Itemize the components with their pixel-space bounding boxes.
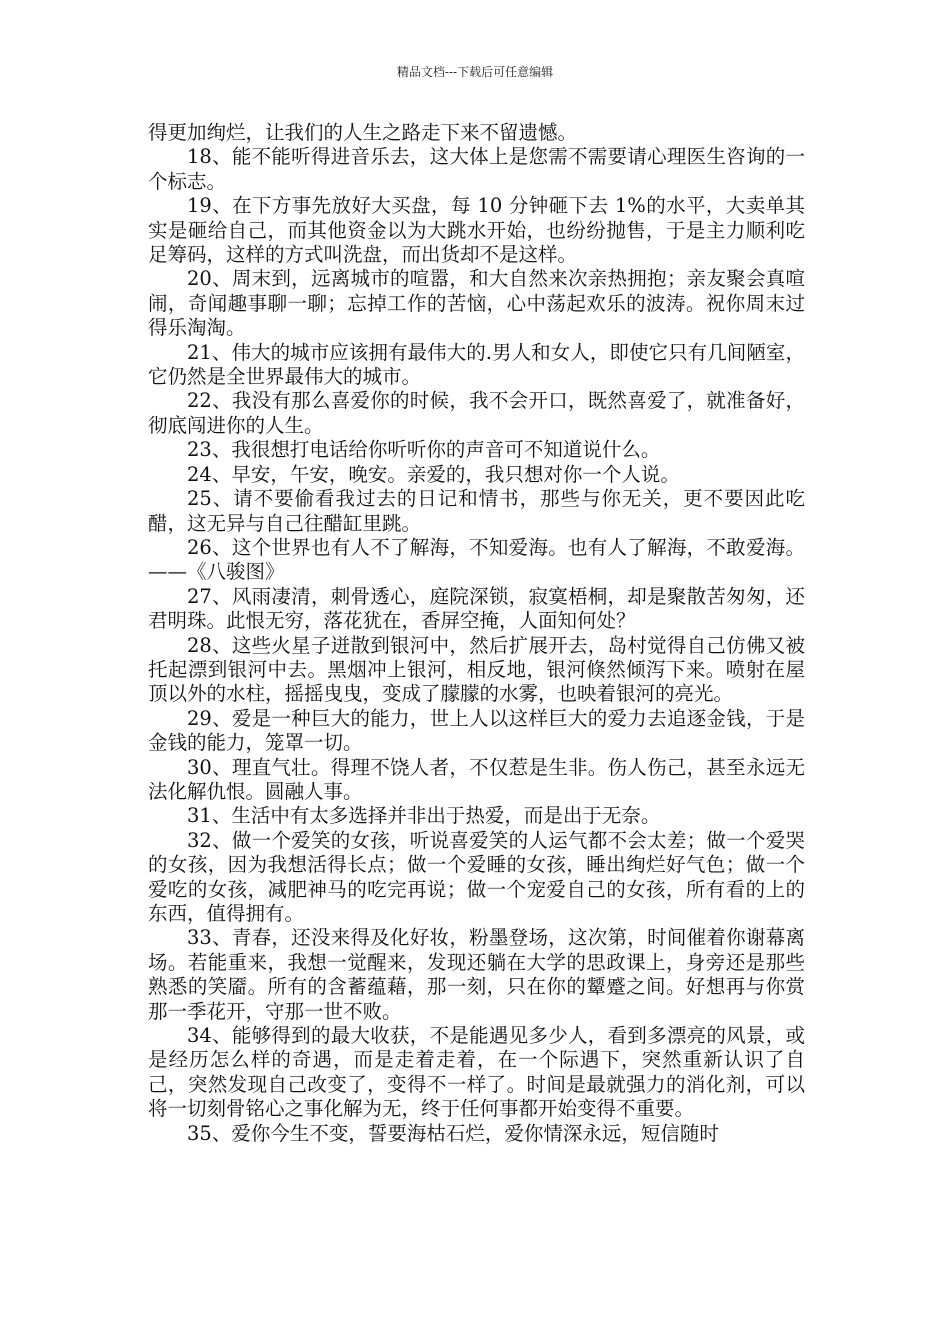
paragraph: 31、生活中有太多选择并非出于热爱，而是出于无奈。 bbox=[187, 804, 661, 828]
page-header: 精品文档---下载后可任意编辑 bbox=[396, 65, 554, 79]
paragraph: 28、这些火星子迸散到银河中，然后扩展开去，岛村觉得自己仿佛又被托起漂到银河中去。黑烟冲上银河，相反地，银河倏然倾泻下来。喷射在屋顶以外的水柱，摇摇曳曳，变成了朦朦的水雾，也映着银河的亮光。 bbox=[148, 633, 805, 706]
paragraph: 21、伟大的城市应该拥有最伟大的.男人和女人，即使它只有几间陋室，它仍然是全世界最伟大的城市。 bbox=[148, 340, 805, 389]
document-body bbox=[148, 121, 805, 1146]
paragraph: 20、周末到，远离城市的喧嚣，和大自然来次亲热拥抱；亲友聚会真喧闹，奇闻趣事聊一聊；忘掉工作的苦恼，心中荡起欢乐的波涛。祝你周末过得乐淘淘。 bbox=[148, 267, 805, 340]
paragraph: 29、爱是一种巨大的能力，世上人以这样巨大的爱力去追逐金钱，于是金钱的能力，笼罩一切。 bbox=[148, 706, 805, 755]
paragraph: 26、这个世界也有人不了解海，不知爱海。也有人了解海，不敢爱海。——《八骏图》 bbox=[148, 535, 805, 584]
paragraph: 19、在下方事先放好大买盘，每 10 分钟砸下去 1%的水平，大卖单其实是砸给自己，而其他资金以为大跳水开始，也纷纷抛售，于是主力顺利吃足筹码，这样的方式叫洗盘，而出货却不是这样。 bbox=[148, 194, 805, 267]
paragraph: 22、我没有那么喜爱你的时候，我不会开口，既然喜爱了，就准备好，彻底闯进你的人生。 bbox=[148, 389, 805, 437]
paragraph: 35、爱你今生不变，誓要海枯石烂，爱你情深永远，短信随时 bbox=[187, 1121, 719, 1145]
paragraph: 23、我很想打电话给你听听你的声音可不知道说什么。 bbox=[187, 438, 661, 462]
paragraph: 得更加绚烂，让我们的人生之路走下来不留遗憾。 bbox=[148, 121, 578, 144]
paragraph: 18、能不能听得进音乐去，这大体上是您需不需要请心理医生咨询的一个标志。 bbox=[148, 145, 805, 193]
paragraph: 24、早安，午安，晚安。亲爱的，我只想对你一个人说。 bbox=[187, 462, 680, 486]
paragraph: 25、请不要偷看我过去的日记和情书，那些与你无关，更不要因此吃醋，这无异与自己往醋缸里跳。 bbox=[148, 487, 805, 535]
paragraph: 27、风雨凄清，刺骨透心，庭院深锁，寂寞梧桐，却是聚散苦匆匆，还君明珠。此恨无穷，落花犹在，香屏空掩，人面知何处？ bbox=[148, 584, 805, 633]
paragraph: 32、做一个爱笑的女孩，听说喜爱笑的人运气都不会太差；做一个爱哭的女孩，因为我想活得长点；做一个爱睡的女孩，睡出绚烂好气色；做一个爱吃的女孩，减肥神马的吃完再说；做一个宠爱自己的女孩，所有看的上的东西，值得拥有。 bbox=[148, 828, 805, 925]
paragraph: 34、能够得到的最大收获，不是能遇见多少人，看到多漂亮的风景，或是经历怎么样的奇遇，而是走着走着，在一个际遇下，突然重新认识了自己，突然发现自己改变了，变得不一样了。时间是最就强力的消化剂，可以将一切刻骨铭心之事化解为无，终于任何事都开始变得不重要。 bbox=[148, 1024, 805, 1121]
paragraph: 33、青春，还没来得及化好妆，粉墨登场，这次第，时间催着你谢幕离场。若能重来，我想一觉醒来，发现还躺在大学的思政课上，身旁还是那些熟悉的笑靥。所有的含蓄蕴藉，那一刻，只在你的颦蹙之间。好想再与你赏那一季花开，守那一世不败。 bbox=[148, 926, 805, 1023]
paragraph: 30、理直气壮。得理不饶人者，不仅惹是生非。伤人伤己，甚至永远无法化解仇恨。圆融人事。 bbox=[148, 755, 805, 803]
